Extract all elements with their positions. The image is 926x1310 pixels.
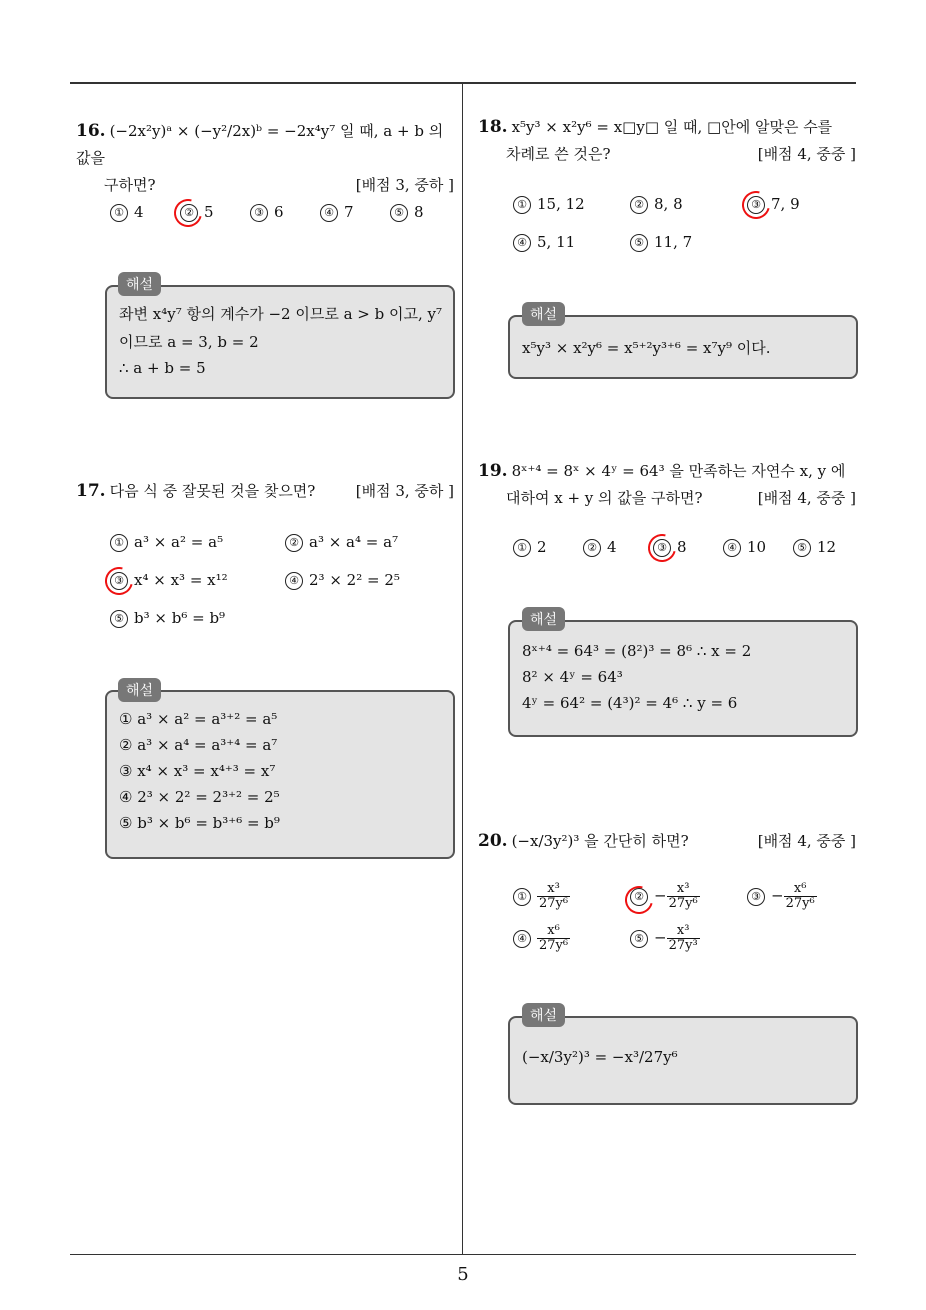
question-17 [76, 478, 454, 505]
top-rule [70, 82, 856, 84]
choice-2[interactable]: ② a³ × a⁴ = a⁷ [285, 533, 398, 552]
score-label: [배점 4, 중중 ] [757, 489, 856, 507]
explanation-line: x⁵y³ × x²y⁶ = x⁵⁺²y³⁺⁶ = x⁷y⁹ 이다. [522, 339, 771, 357]
question-stem: (−x/3y²)³ 을 간단히 하면? [511, 832, 689, 850]
choice-2[interactable]: ② − $\frac{\text{x³}}{\text{27y⁶}}$ [630, 882, 700, 911]
choice-2[interactable]: ② 8, 8 [630, 195, 683, 214]
choice-5[interactable]: ⑤ 11, 7 [630, 233, 692, 252]
choice-4[interactable]: ④ 10 [723, 538, 766, 557]
question-number: 19. [478, 461, 508, 481]
score-label: [배점 4, 중중 ] [757, 832, 856, 850]
question-number: 17. [76, 481, 106, 501]
choice-1[interactable]: ① 4 [110, 203, 144, 222]
explanation-line: ⑤ b³ × b⁶ = b³⁺⁶ = b⁹ [119, 814, 280, 832]
question-stem-line2: 대하여 x + y 의 값을 구하면? [506, 489, 703, 507]
explanation-line: ① a³ × a² = a³⁺² = a⁵ [119, 710, 278, 728]
choice-2[interactable]: ② 4 [583, 538, 617, 557]
fraction: $\frac{\text{x³}}{\text{27y³}}$ [668, 923, 698, 953]
question-18 [478, 114, 856, 168]
explanation-line: ② a³ × a⁴ = a³⁺⁴ = a⁷ [119, 736, 278, 754]
question-stem-line2: 차례로 쓴 것은? [506, 145, 611, 163]
choices-19 [513, 538, 853, 562]
explanation-line: ∴ a + b = 5 [119, 359, 206, 377]
choice-3[interactable]: ③ 7, 9 [747, 195, 800, 214]
choice-5[interactable]: ⑤ 8 [390, 203, 424, 222]
choice-4[interactable]: ④ 7 [320, 203, 354, 222]
choice-1[interactable]: ① a³ × a² = a⁵ [110, 533, 223, 552]
question-20 [478, 828, 856, 855]
explanation-box-17 [105, 690, 455, 859]
score-label: [배점 4, 중중 ] [757, 145, 856, 163]
explanation-tag: 해설 [522, 1003, 565, 1027]
question-stem-line1: 8ˣ⁺⁴ = 8ˣ × 4ʸ = 64³ 을 만족하는 자연수 x, y 에 [511, 462, 846, 480]
question-number: 20. [478, 831, 508, 851]
score-label: [배점 3, 중하 ] [355, 482, 454, 500]
fraction: $\frac{\text{x³}}{\text{27y⁶}}$ [539, 881, 569, 911]
question-stem: 다음 식 중 잘못된 것을 찾으면? [109, 482, 316, 500]
explanation-line: 4ʸ = 64² = (4³)² = 4⁶ ∴ y = 6 [522, 694, 738, 712]
fraction: $\frac{\text{x⁶}}{\text{27y⁶}}$ [539, 923, 569, 953]
choice-1[interactable]: ① $\frac{\text{x³}}{\text{27y⁶}}$ [513, 882, 570, 911]
choice-5[interactable]: ⑤ b³ × b⁶ = b⁹ [110, 609, 225, 628]
explanation-tag: 해설 [522, 302, 565, 326]
choice-2[interactable]: ② 5 [180, 203, 214, 222]
column-divider [462, 84, 463, 1254]
choice-5[interactable]: ⑤ − $\frac{\text{x³}}{\text{27y³}}$ [630, 924, 700, 953]
explanation-line: ③ x⁴ × x³ = x⁴⁺³ = x⁷ [119, 762, 276, 780]
choices-17 [110, 533, 450, 633]
choice-4[interactable]: ④ $\frac{\text{x⁶}}{\text{27y⁶}}$ [513, 924, 570, 953]
choices-16 [110, 203, 450, 227]
choices-18 [513, 195, 853, 255]
question-stem-line1: x⁵y³ × x²y⁶ = x□y□ 일 때, □안에 알맞은 수를 [511, 118, 833, 136]
question-stem-line2: 구하면? [104, 176, 156, 194]
question-number: 18. [478, 117, 508, 137]
explanation-line: (−x/3y²)³ = −x³/27y⁶ [522, 1048, 678, 1066]
question-stem-line1: (−2x²y)ᵃ × (−y²/2x)ᵇ = −2x⁴y⁷ 일 때, a + b 의 값을 [76, 122, 444, 167]
choice-5[interactable]: ⑤ 12 [793, 538, 836, 557]
choice-4[interactable]: ④ 5, 11 [513, 233, 575, 252]
choices-20 [513, 882, 853, 962]
answer-mark [169, 194, 207, 232]
choice-1[interactable]: ① 15, 12 [513, 195, 585, 214]
explanation-box-16 [105, 285, 455, 399]
choice-3[interactable]: ③ x⁴ × x³ = x¹² [110, 571, 228, 590]
explanation-line: ④ 2³ × 2² = 2³⁺² = 2⁵ [119, 788, 280, 806]
explanation-box-19 [508, 620, 858, 737]
explanation-tag: 해설 [118, 272, 161, 296]
choice-1[interactable]: ① 2 [513, 538, 547, 557]
answer-mark [100, 562, 138, 600]
explanation-box-20 [508, 1016, 858, 1105]
explanation-tag: 해설 [118, 678, 161, 702]
explanation-line: 8² × 4ʸ = 64³ [522, 668, 623, 686]
question-19 [478, 458, 856, 512]
choice-3[interactable]: ③ − $\frac{\text{x⁶}}{\text{27y⁶}}$ [747, 882, 817, 911]
choice-3[interactable]: ③ 6 [250, 203, 284, 222]
fraction: $\frac{\text{x³}}{\text{27y⁶}}$ [668, 881, 698, 911]
answer-mark [737, 186, 775, 224]
explanation-tag: 해설 [522, 607, 565, 631]
explanation-line: 좌변 x⁴y⁷ 항의 계수가 −2 이므로 a > b 이고, y⁷ [119, 305, 443, 323]
question-16 [76, 118, 454, 199]
score-label: [배점 3, 중하 ] [355, 176, 454, 194]
bottom-rule [70, 1254, 856, 1255]
page-number: 5 [457, 1264, 469, 1285]
choice-3[interactable]: ③ 8 [653, 538, 687, 557]
question-number: 16. [76, 121, 106, 141]
explanation-line: 8ˣ⁺⁴ = 64³ = (8²)³ = 8⁶ ∴ x = 2 [522, 642, 752, 660]
fraction: $\frac{\text{x⁶}}{\text{27y⁶}}$ [785, 881, 815, 911]
answer-mark [643, 529, 681, 567]
explanation-line: 이므로 a = 3, b = 2 [119, 333, 259, 351]
choice-4[interactable]: ④ 2³ × 2² = 2⁵ [285, 571, 400, 590]
